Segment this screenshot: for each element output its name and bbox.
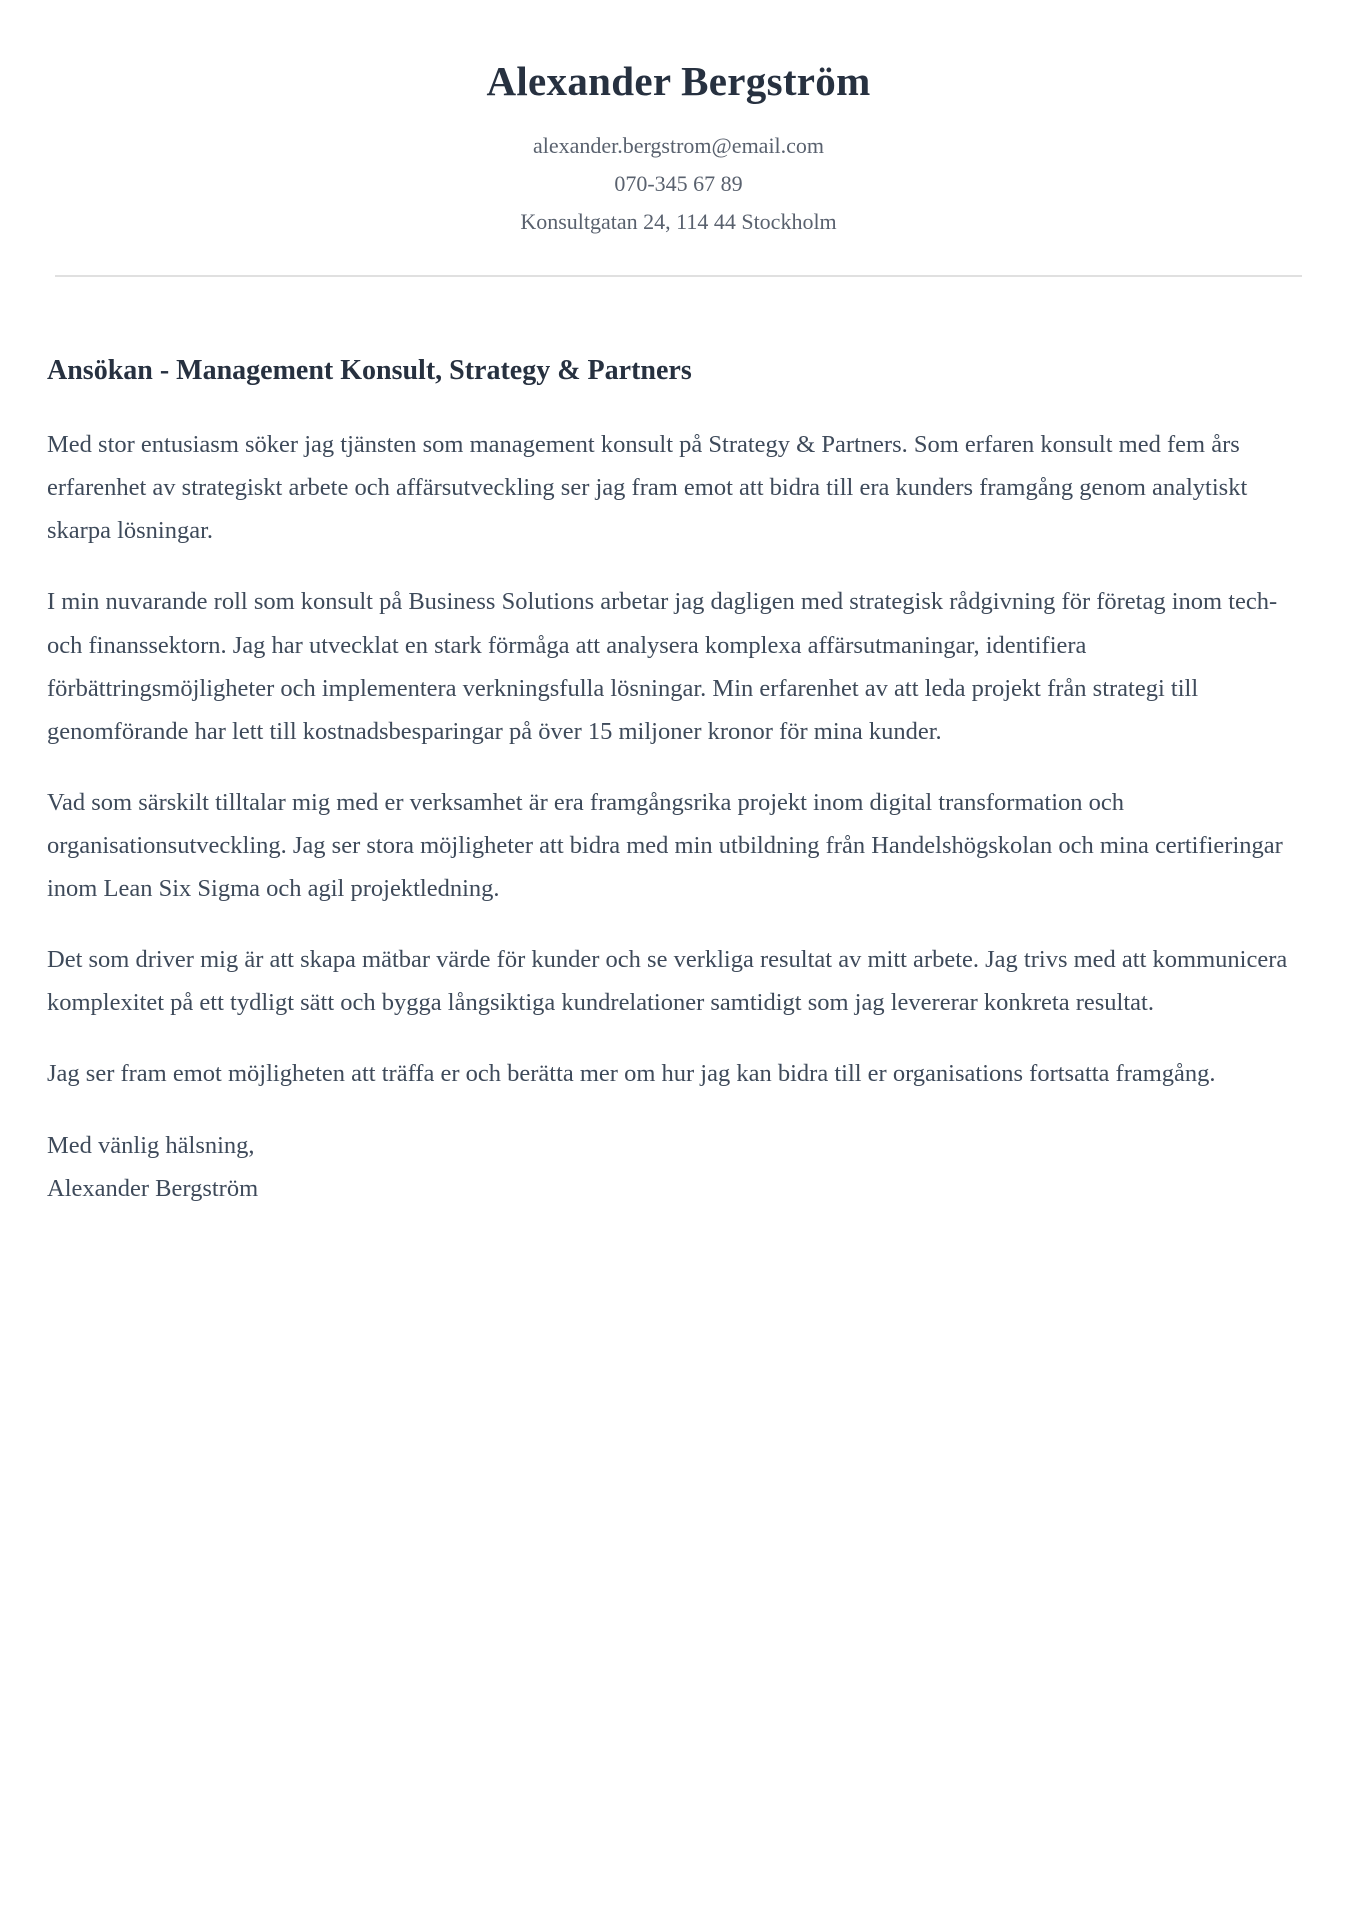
signature-block <box>47 1124 1310 1210</box>
letter-paragraph-motivation: Vad som särskilt tilltalar mig med er verksamhet är era framgångsrika projekt inom digital transformation och organisationsutveckling. Jag ser stora möjligheter att bidra med min utbildning från Handelshögskolan och mina certifieringar inom Lean Six Sigma och agil projektledning. <box>47 788 1283 903</box>
letter-body <box>47 353 1310 1210</box>
letter-header <box>47 56 1310 241</box>
contact-phone: 070-345 67 89 <box>614 171 743 197</box>
header-divider <box>55 275 1302 277</box>
letter-paragraph-outro: Jag ser fram emot möjligheten att träffa er och berätta mer om hur jag kan bidra till er organisations fortsatta framgång. <box>47 1060 1216 1088</box>
closing-phrase: Med vänlig hälsning, <box>47 1131 255 1159</box>
sender-name: Alexander Bergström <box>486 58 871 104</box>
letter-paragraph-experience: I min nuvarande roll som konsult på Business Solutions arbetar jag dagligen med strategisk rådgivning för företag inom tech- och finanssektorn. Jag har utvecklat en stark förmåga att analysera komplexa affärsutmaningar, identifiera förbättringsmöjligheter och implementera verkningsfulla lösningar. Min erfarenhet av att leda projekt från strategi till genomförande har lett till kostnadsbesparingar på över 15 miljoner kronor för mina kunder. <box>47 588 1278 745</box>
signature-name: Alexander Bergström <box>47 1174 259 1202</box>
letter-subject: Ansökan - Management Konsult, Strategy & Partners <box>47 354 692 386</box>
contact-info <box>47 127 1310 240</box>
contact-email: alexander.bergstrom@email.com <box>532 133 825 159</box>
letter-paragraph-intro: Med stor entusiasm söker jag tjänsten som management konsult på Strategy & Partners. Som erfaren konsult med fem års erfarenhet av strategiskt arbete och affärsutveckling ser jag fram emot att bidra till era kunders framgång genom analytiskt skarpa lösningar. <box>47 431 1248 545</box>
contact-address: Konsultgatan 24, 114 44 Stockholm <box>520 208 837 234</box>
letter-paragraph-values: Det som driver mig är att skapa mätbar värde för kunder och se verkliga resultat av mitt arbete. Jag trivs med att kommunicera komplexitet på ett tydligt sätt och bygga långsiktiga kundrelationer samtidigt som jag levererar konkreta resultat. <box>47 946 1288 1017</box>
